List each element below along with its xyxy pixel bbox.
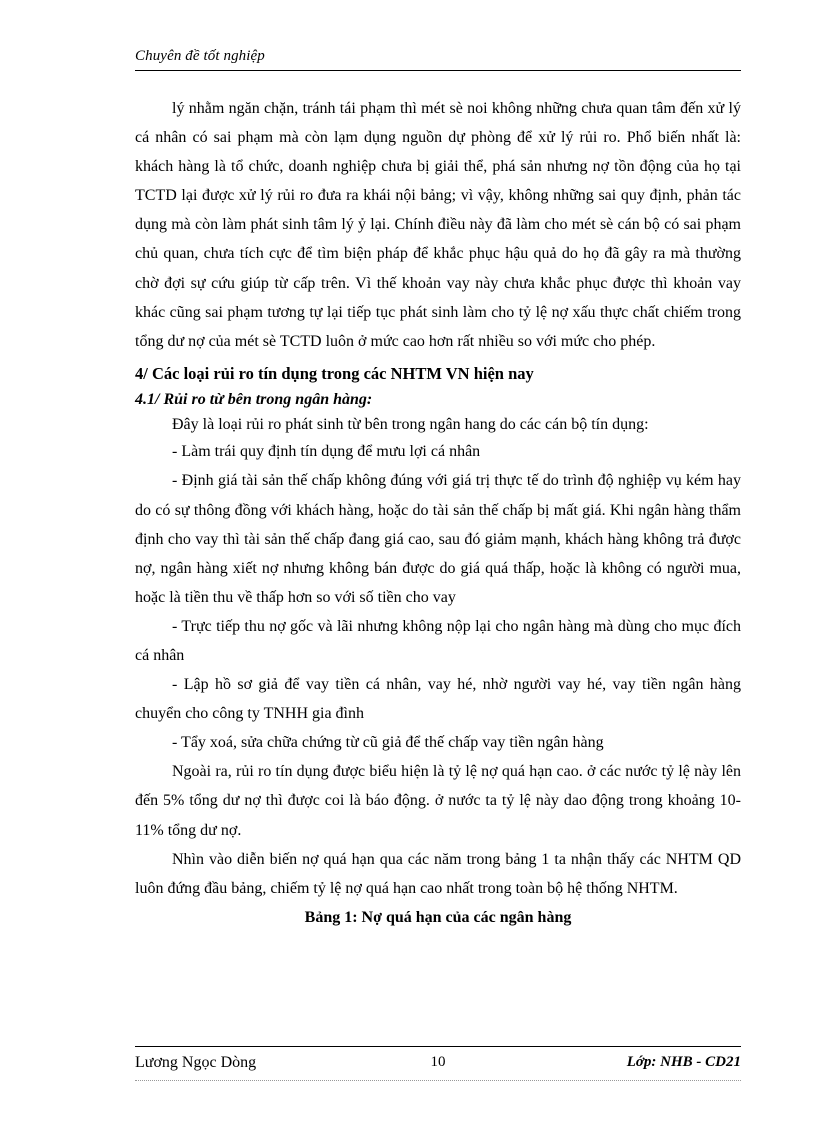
footer-author: Lương Ngọc Dòng [135, 1054, 257, 1071]
document-body [135, 94, 741, 932]
section-heading-4: 4/ Các loại rủi ro tín dụng trong các NHTM VN hiện nay [135, 363, 534, 383]
footer-rule [135, 1046, 741, 1047]
list-item-1: - Làm trái quy định tín dụng để mưu lợi cá nhân [172, 443, 481, 461]
list-item-4: - Lập hồ sơ giả để vay tiền cá nhân, vay hé, nhờ người vay hé, vay tiền ngân hàng chuyển cho công ty TNHH gia đình [135, 676, 741, 723]
page-number: 10 [430, 1054, 446, 1070]
paragraph-1: lý nhằm ngăn chặn, tránh tái phạm thì mét sè noi không những chưa quan tâm đến xử lý cá nhân có sai phạm mà còn lạm dụng nguồn dự phòng để xử lý rủi ro. Phổ biến nhất là: khách hàng là tổ chức, doanh nghiệp chưa bị giải thể, phá sản nhưng nợ tồn động của họ tại TCTD lại được xử lý rủi ro đưa ra khái nội bảng; vì vậy, không những sai quy định, phản tác dụng mà còn làm phát sinh tâm lý ỷ lại. Chính điều này đã làm cho mét sè cán bộ có sai phạm chủ quan, chưa tích cực để tìm biện pháp để khắc phục hậu quả do họ đã gây ra mà thường chờ đợi sự cứu giúp từ cấp trên. Vì thế khoản vay này chưa khắc phục được thì khoản vay khác cũng sai phạm tương tự lại tiếp tục phát sinh làm cho tỷ lệ nợ xấu thực chất chiếm trong tổng dư nợ của mét sè TCTD luôn ở mức cao hơn rất nhiều so với mức cho phép. [135, 100, 741, 350]
list-item-5: - Tẩy xoá, sửa chữa chứng từ cũ giả để thế chấp vay tiền ngân hàng [172, 734, 604, 752]
header-title: Chuyên đề tốt nghiệp [135, 48, 265, 64]
paragraph-4: Nhìn vào diễn biến nợ quá hạn qua các năm trong bảng 1 ta nhận thấy các NHTM QD luôn đứng đầu bảng, chiếm tỷ lệ nợ quá hạn cao nhất trong toàn bộ hệ thống NHTM. [135, 850, 741, 897]
list-item-3: - Trực tiếp thu nợ gốc và lãi nhưng không nộp lại cho ngân hàng mà dùng cho mục đích cá nhân [135, 617, 741, 664]
footer-class-label: Lớp: NHB - CD21 [626, 1054, 741, 1070]
paragraph-2: Đây là loại rủi ro phát sinh từ bên trong ngân hang do các cán bộ tín dụng: [172, 415, 649, 433]
page-header [135, 48, 741, 65]
table-caption: Bảng 1: Nợ quá hạn của các ngân hàng [304, 908, 572, 926]
footer-dotted-rule [135, 1080, 741, 1081]
page-footer [135, 1046, 741, 1086]
header-rule [135, 70, 741, 71]
list-item-2: - Định giá tài sản thế chấp không đúng với giá trị thực tế do trình độ nghiệp vụ kém hay do có sự thông đồng với khách hàng, hoặc do tài sản thế chấp bị mất giá. Khi ngân hàng thẩm định cho vay thì tài sản thế chấp đang giá cao, sau đó giảm mạnh, khách hàng không trả được nợ, ngân hàng xiết nợ nhưng không bán được do giá quá thấp, hoặc là không có người mua, hoặc là tiền thu về thấp hơn so với số tiền cho vay [135, 472, 741, 606]
paragraph-3: Ngoài ra, rủi ro tín dụng được biểu hiện là tỷ lệ nợ quá hạn cao. ở các nước tỷ lệ này lên đến 5% tổng dư nợ thì được coi là báo động. ở nước ta tỷ lệ này dao động trong khoảng 10-11% tổng dư nợ. [135, 763, 741, 839]
subsection-heading-4-1: 4.1/ Rủi ro từ bên trong ngân hàng: [135, 390, 373, 408]
